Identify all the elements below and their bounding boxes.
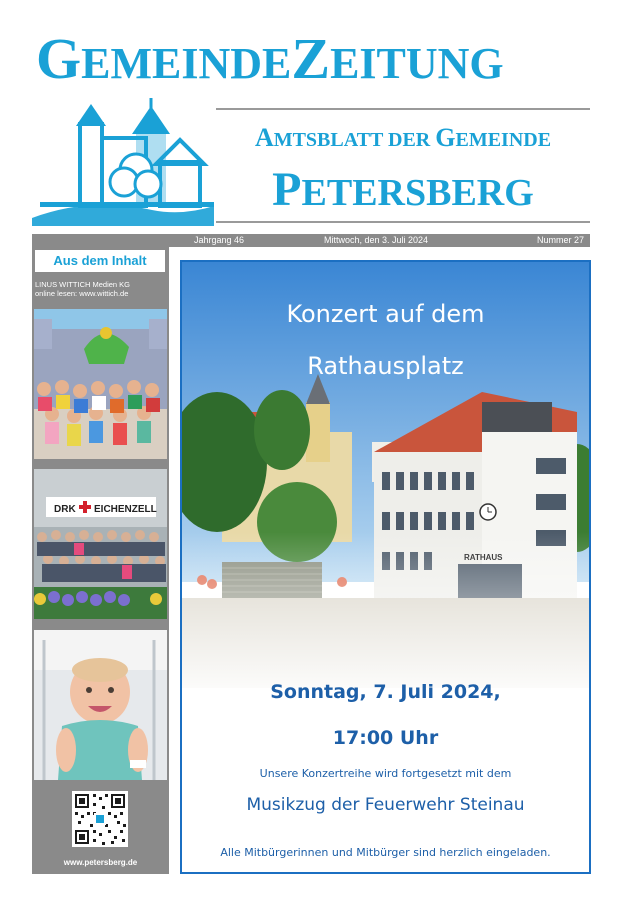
issue-info-bar [32,234,590,247]
header-rule-bottom [216,221,590,223]
drk-sign-text: DRK [54,504,76,515]
poster-title-line1: Konzert auf dem [286,300,485,328]
subtitle-rest-amtsblatt: MTSBLATT DER [273,129,436,151]
newspaper-title [36,24,596,94]
invitation-text: Alle Mitbürgerinnen und Mitbürger sind herzlich eingeladen. [220,846,551,859]
subtitle-amtsblatt [216,120,590,158]
subtitle-block [216,120,590,221]
concert-date: Sonntag, 7. Juli 2024, [270,681,501,703]
children-bouncy-castle-photo[interactable] [34,309,167,459]
title-rest-gemeinde: EMEINDE [81,39,292,88]
subtitle-rest-gemeinde: EMEINDE [455,129,552,151]
date-label: Mittwoch, den 3. Juli 2024 [324,235,429,245]
concert-time: 17:00 Uhr [332,727,439,749]
publisher-name: LINUS WITTICH Medien KG [35,280,131,289]
concert-series-text: Unsere Konzertreihe wird fortgesetzt mit dem [259,767,512,780]
contents-heading: Aus dem Inhalt [35,250,165,272]
title-initial-g: G [36,26,82,91]
castle-logo-icon [32,98,214,226]
drk-group-photo[interactable] [34,469,167,619]
title-initial-z: Z [291,26,331,91]
baby-photo[interactable] [34,630,167,780]
publisher-info [35,280,167,298]
poster-title-line2: Rathausplatz [307,352,464,380]
volume-label: Jahrgang 46 [194,235,245,245]
title-rest-zeitung: EITUNG [330,39,504,88]
issue-number-label: Nummer 27 [536,235,584,245]
subtitle-petersberg [216,162,590,221]
concert-poster [180,260,591,874]
poster-title [182,288,589,392]
contents-sidebar [32,247,169,874]
subtitle-rest-petersberg: ETERSBERG [301,172,534,214]
drk-sign-text-2: EICHENZELL [94,504,157,515]
header-rule-top [216,108,590,110]
subtitle-initial-g: G [435,123,456,152]
subtitle-initial-p: P [272,163,302,216]
publisher-online: online lesen: www.wittich.de [35,289,129,298]
qr-code-icon[interactable] [72,791,128,847]
subtitle-initial-a: A [254,123,274,152]
website-link[interactable]: www.petersberg.de [63,858,138,867]
band-name: Musikzug der Feuerwehr Steinau [246,795,525,815]
